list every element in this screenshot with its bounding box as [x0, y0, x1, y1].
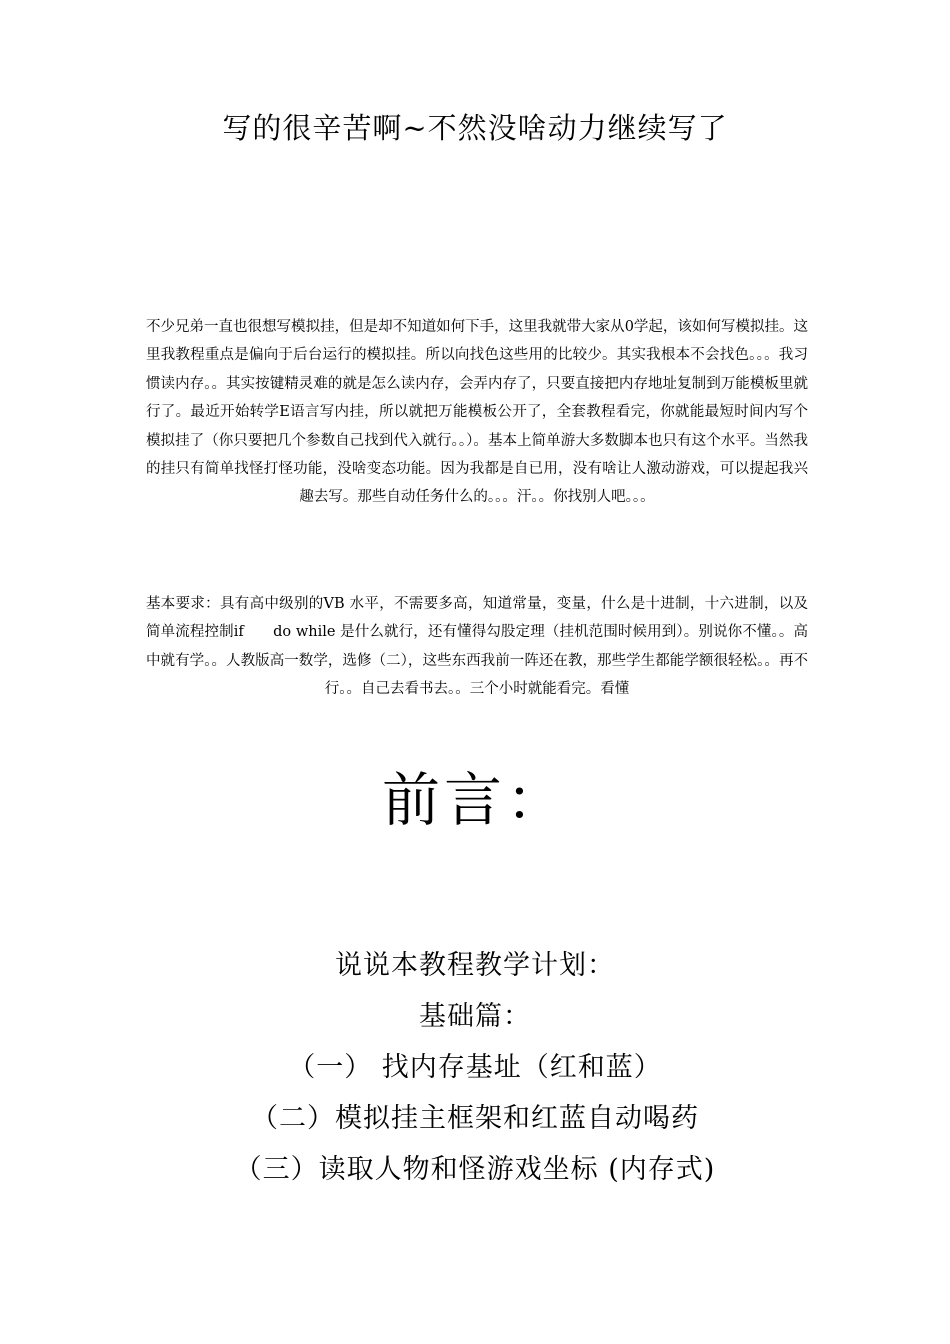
- plan-item: （三）读取人物和怪游戏坐标 (内存式): [234, 1154, 716, 1185]
- teaching-plan: [0, 940, 950, 1195]
- preface-heading: 前言：: [381, 766, 568, 834]
- requirements-paragraph: 基本要求：具有高中级别的VB 水平，不需要多高，知道常量，变量，什么是十进制，十六进制，以及简单流程控制if do while 是什么就行，还有懂得勾股定理（挂机范围时候用到）。别说你不懂。。高中就有学。。人教版高一数学，选修（二），这些东西我前一阵还在教，那些学生都能学额很轻松。。再不行。。自己去看书去。。三个小时就能看完。看懂: [146, 596, 808, 698]
- intro-paragraph: 不少兄弟一直也很想写模拟挂，但是却不知道如何下手，这里我就带大家从0学起，该如何写模拟挂。这里我教程重点是偏向于后台运行的模拟挂。所以向找色这些用的比较少。其实我根本不会找色。。。我习惯读内存。。其实按键精灵难的就是怎么读内存，会弄内存了，只要直接把内存地址复制到万能模板里就行了。最近开始转学E语言写内挂，所以就把万能模板公开了，全套教程看完，你就能最短时间内写个模拟挂了（你只要把几个参数自己找到代入就行。。）。基本上简单游大多数脚本也只有这个水平。当然我的挂只有简单找怪打怪功能，没啥变态功能。因为我都是自已用，没有啥让人激动游戏，可以提起我兴趣去写。那些自动任务什么的。。。汗。。你找别人吧。。。: [146, 319, 808, 506]
- plan-item: （二）模拟挂主框架和红蓝自动喝药: [251, 1103, 699, 1134]
- plan-item: （一） 找内存基址（红和蓝）: [288, 1052, 662, 1083]
- plan-title: 说说本教程教学计划：: [335, 950, 615, 981]
- top-title: 写的很辛苦啊~不然没啥动力继续写了: [222, 111, 728, 145]
- plan-section-basic: 基础篇：: [419, 1001, 531, 1032]
